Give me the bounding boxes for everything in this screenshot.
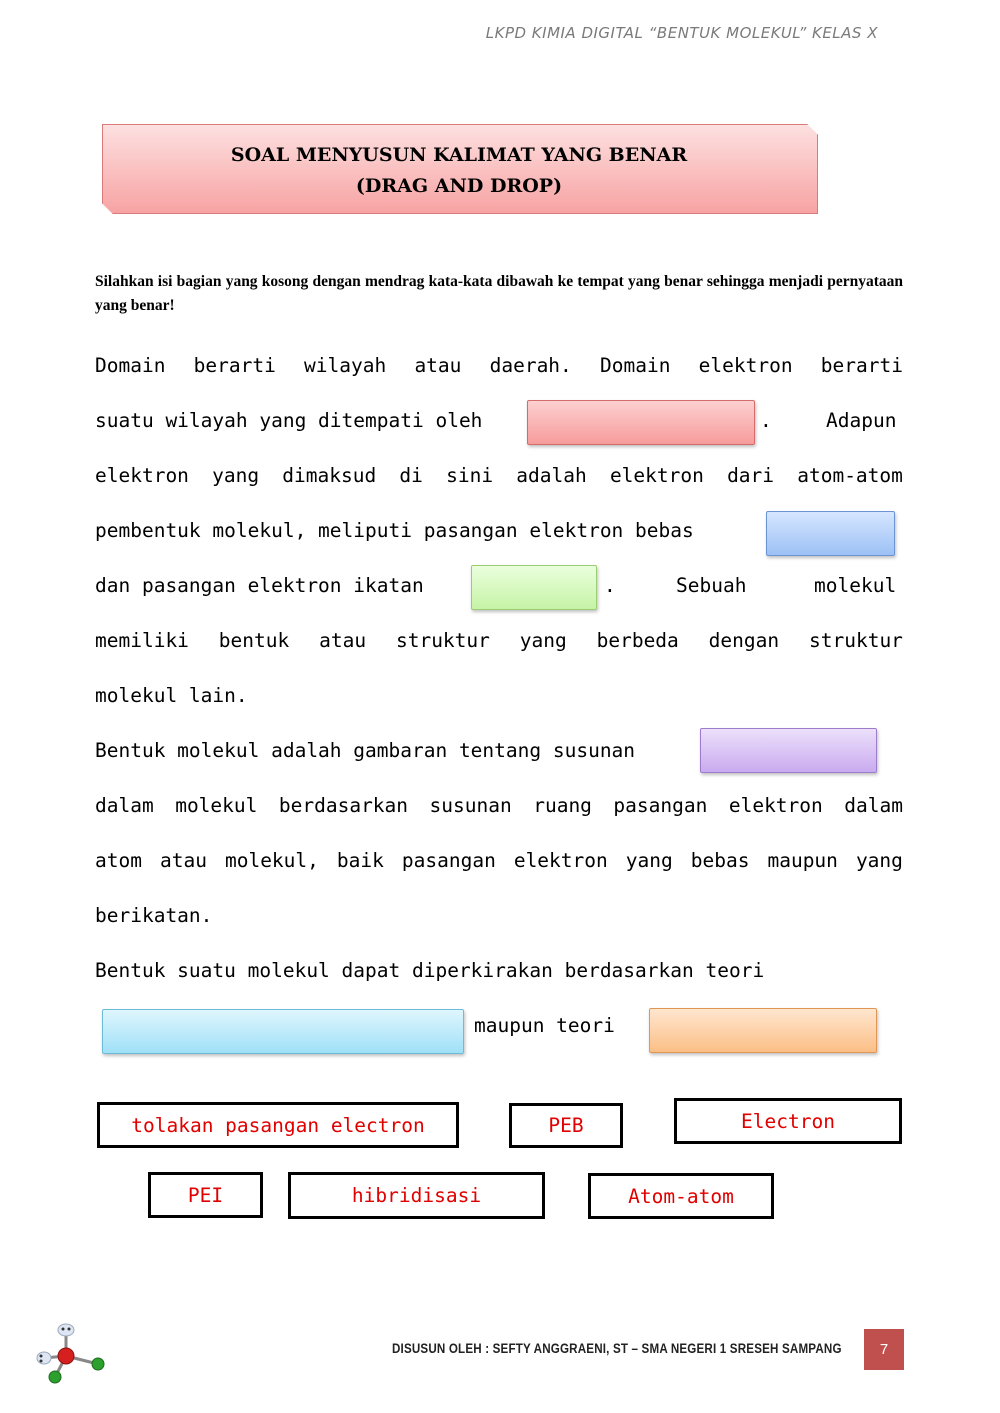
passage-line-8: Bentuk molekul adalah gambaran tentang susunan (95, 739, 636, 762)
passage-line-2a: suatu wilayah yang ditempati oleh (95, 409, 483, 432)
passage-line-2b: . (760, 409, 772, 432)
banner-title-line1: SOAL MENYUSUN KALIMAT YANG BENAR (230, 144, 688, 166)
drop-zone-1[interactable] (527, 400, 755, 445)
passage-line-11: berikatan. (95, 904, 213, 927)
passage-line-2c: Adapun (826, 409, 897, 432)
passage-line-3: elektron yang dimaksud di sini adalah elektron dari atom-atom (95, 464, 903, 487)
word-tile-hibridisasi[interactable]: hibridisasi (288, 1172, 545, 1219)
word-tile-electron[interactable]: Electron (674, 1098, 902, 1144)
passage-line-5b: . (604, 574, 616, 597)
molecule-logo-icon (30, 1318, 110, 1388)
drop-zone-2[interactable] (766, 511, 895, 556)
banner-title-line2: (DRAG AND DROP) (355, 175, 563, 197)
passage-line-7: molekul lain. (95, 684, 248, 707)
passage-line-5a: dan pasangan elektron ikatan (95, 574, 424, 597)
word-tile-peb[interactable]: PEB (509, 1103, 623, 1148)
passage-line-4: pembentuk molekul, meliputi pasangan elektron bebas (95, 519, 694, 542)
passage-line-5d: molekul (814, 574, 897, 597)
drop-zone-4[interactable] (700, 728, 877, 773)
passage-line-6: memiliki bentuk atau struktur yang berbeda dengan struktur (95, 629, 903, 652)
passage-line-13: maupun teori (474, 1014, 615, 1037)
word-tile-tolakan-pasangan-electron[interactable]: tolakan pasangan electron (97, 1102, 459, 1148)
drop-zone-3[interactable] (471, 565, 597, 610)
banner-title (102, 140, 816, 202)
word-tile-pei[interactable]: PEI (148, 1172, 263, 1218)
passage-line-1: Domain berarti wilayah atau daerah. Domain elektron berarti (95, 354, 903, 377)
passage-line-12: Bentuk suatu molekul dapat diperkirakan berdasarkan teori (95, 959, 765, 982)
document-header: LKPD KIMIA DIGITAL “BENTUK MOLEKUL” KELAS X (485, 24, 878, 42)
drop-zone-6[interactable] (649, 1008, 877, 1053)
instruction-text: Silahkan isi bagian yang kosong dengan mendrag kata-kata dibawah ke tempat yang benar sehingga menjadi pernyataan yang benar! (95, 273, 903, 314)
page-number: 7 (864, 1329, 904, 1370)
passage-line-5c: Sebuah (676, 574, 747, 597)
passage-line-9: dalam molekul berdasarkan susunan ruang pasangan elektron dalam (95, 794, 903, 817)
footer-credit: DISUSUN OLEH : SEFTY ANGGRAENI, ST – SMA NEGERI 1 SRESEH SAMPANG (392, 1341, 842, 1356)
word-tile-atom-atom[interactable]: Atom-atom (588, 1173, 774, 1219)
passage-line-10: atom atau molekul, baik pasangan elektron yang bebas maupun yang (95, 849, 903, 872)
drop-zone-5[interactable] (102, 1009, 464, 1054)
